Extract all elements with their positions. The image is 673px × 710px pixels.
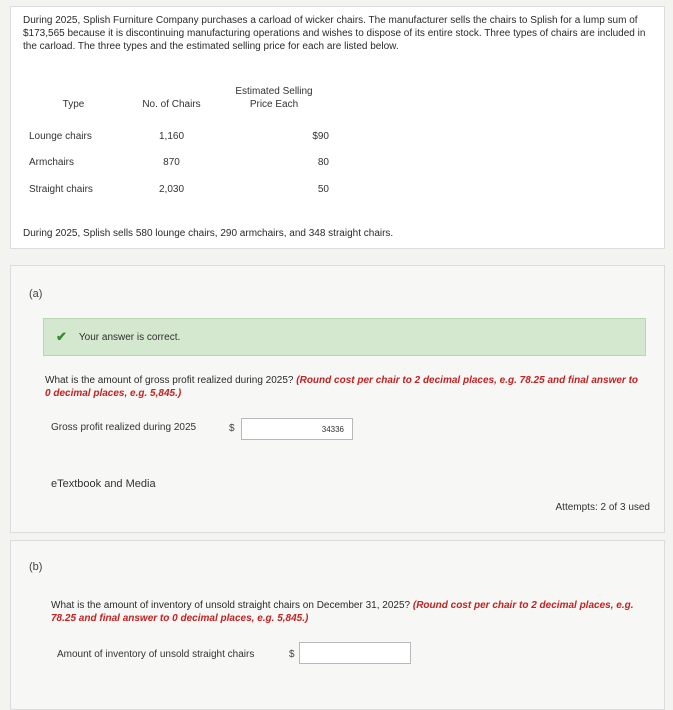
table-row [23,123,331,150]
part-a-question-text: What is the amount of gross profit realized during 2025? [45,375,294,386]
part-b-card [10,540,665,710]
table-row [23,176,331,203]
row-price: 80 [317,157,329,169]
part-a-currency: $ [229,423,235,434]
part-b-question-text: What is the amount of inventory of unsold straight chairs on December 31, 2025? [51,600,411,611]
table-row [23,150,331,177]
sales-statement: During 2025, Splish sells 580 lounge chairs, 290 armchairs, and 348 straight chairs. [23,228,394,239]
part-b-currency: $ [289,649,295,660]
chair-table [23,85,331,203]
part-a-label: (a) [29,288,43,300]
part-a-question [45,374,645,400]
row-count: 2,030 [158,183,185,195]
part-b-answer-label: Amount of inventory of unsold straight chairs [57,649,255,660]
table-header-row [23,85,331,123]
row-price: 50 [317,183,329,195]
header-price [219,85,331,123]
problem-intro: During 2025, Splish Furniture Company purchases a carload of wicker chairs. The manufacturer sells the chairs to Splish for a lump sum of $173,565 because it is discontinuing manufacturing operations and wishes to dispose of its entire stock. Three types of chairs are included in the carload. The three types and the estimated selling price for each are listed below. [23,15,646,52]
unsold-inventory-input[interactable] [299,642,411,664]
part-b-label: (b) [29,561,43,573]
checkmark-icon: ✔ [56,329,67,344]
row-type: Lounge chairs [29,130,92,142]
row-type: Straight chairs [29,183,93,195]
part-a-card [10,265,665,533]
header-no-chairs: No. of Chairs [142,99,201,110]
part-b-question [51,599,651,625]
row-type: Armchairs [29,157,75,169]
header-price-line1: Estimated Selling [235,86,313,97]
row-count: 870 [163,157,180,169]
correct-banner [43,318,646,356]
row-count: 1,160 [158,130,185,142]
header-price-line2: Price Each [249,99,299,110]
row-price: $90 [312,130,329,142]
part-b-rounding-note: (Round cost per chair to 2 decimal places, e.g. 78.25 and final answer to 0 decimal places, e.g. 5,845.) [51,600,634,624]
header-type: Type [62,99,85,110]
gross-profit-input[interactable] [241,418,353,440]
etextbook-link[interactable]: eTextbook and Media [51,478,156,490]
part-a-answer-label: Gross profit realized during 2025 [51,422,197,433]
attempts-counter: Attempts: 2 of 3 used [555,502,650,513]
correct-message: Your answer is correct. [78,331,181,343]
problem-card [10,6,665,249]
part-a-rounding-note: (Round cost per chair to 2 decimal places, e.g. 78.25 and final answer to 0 decimal places, e.g. 5,845.) [45,375,639,399]
